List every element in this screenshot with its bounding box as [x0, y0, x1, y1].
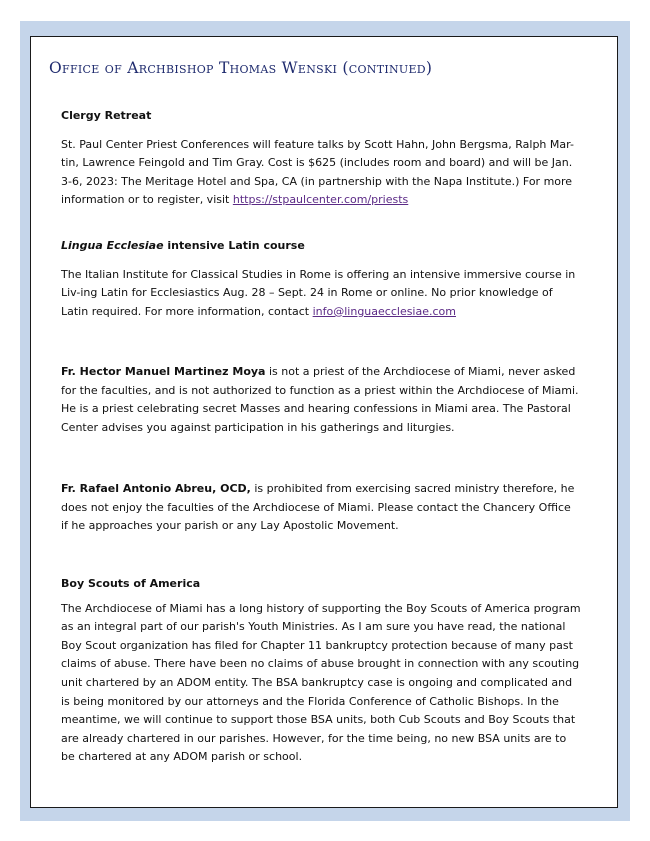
document-page [30, 36, 618, 808]
latin-course-heading [61, 237, 581, 256]
page-title: Office of Archbishop Thomas Wenski (continued) [49, 59, 433, 77]
stpaulcenter-link[interactable]: https://stpaulcenter.com/priests [232, 193, 409, 207]
latin-course-section [61, 237, 581, 321]
latin-course-heading-italic: Lingua Ecclesiae [61, 239, 164, 252]
boy-scouts-section [61, 575, 581, 767]
abreu-notice-body: is prohibited from exercising sacred ministry therefore, he does not enjoy the faculties of the Archdiocese of Miami. Please contact the Chancery Office if he approaches your parish or any Lay Apostolic Movement. [61, 482, 575, 533]
moya-notice-section [61, 363, 581, 437]
moya-notice-body: is not a priest of the Archdiocese of Miami, never asked for the faculties, and is not authorized to function as a priest within the Archdiocese of Miami. He is a priest celebrating secret Masses and hearing confessions in Miami area. The Pastoral Center advises you against participation in his gatherings and liturgies. [61, 365, 579, 434]
clergy-retreat-body [61, 136, 581, 210]
clergy-retreat-section [61, 107, 581, 210]
moya-notice-text [61, 363, 581, 437]
boy-scouts-heading: Boy Scouts of America [61, 577, 201, 590]
boy-scouts-body: The Archdiocese of Miami has a long history of supporting the Boy Scouts of America program as an integral part of our parish's Youth Ministries. As I am sure you have read, the national Boy Scout organization has filed for Chapter 11 bankruptcy protection because of many past claims of abuse. There have been no claims of abuse brought in connection with any scouting unit chartered by an ADOM entity. The BSA bankruptcy case is ongoing and complicated and is being monitored by our attorneys and the Florida Conference of Catholic Bishops. In the meantime, we will continue to support those BSA units, both Cub Scouts and Boy Scouts that are already chartered in our parishes. However, for the time being, no new BSA units are to be chartered at any ADOM parish or school. [61, 601, 581, 764]
clergy-retreat-text: St. Paul Center Priest Conferences will feature talks by Scott Hahn, John Bergsma, Ralph Mar-tin, Lawrence Feingold and Tim Gray. Cost is $625 (includes room and board) and will be Jan. 3-6, 2023: The Meritage Hotel and Spa, CA (in partnership with the Napa Institute.) For more information or to register, visit [61, 137, 574, 207]
abreu-notice-section [61, 480, 581, 536]
abreu-name: Fr. Rafael Antonio Abreu, OCD, [61, 482, 251, 495]
moya-name: Fr. Hector Manuel Martinez Moya [61, 365, 266, 378]
latin-course-heading-rest: intensive Latin course [163, 239, 305, 252]
latin-course-body [61, 266, 581, 322]
clergy-retreat-heading: Clergy Retreat [61, 109, 152, 122]
abreu-notice-text [61, 480, 581, 536]
linguaecclesiae-email-link[interactable]: info@linguaecclesiae.com [312, 304, 456, 318]
latin-course-text: The Italian Institute for Classical Studies in Rome is offering an intensive immersive course in Liv-ing Latin for Ecclesiastics Aug. 28 – Sept. 24 in Rome or online. No prior knowledge of Latin required. For more information, contact [61, 267, 576, 318]
